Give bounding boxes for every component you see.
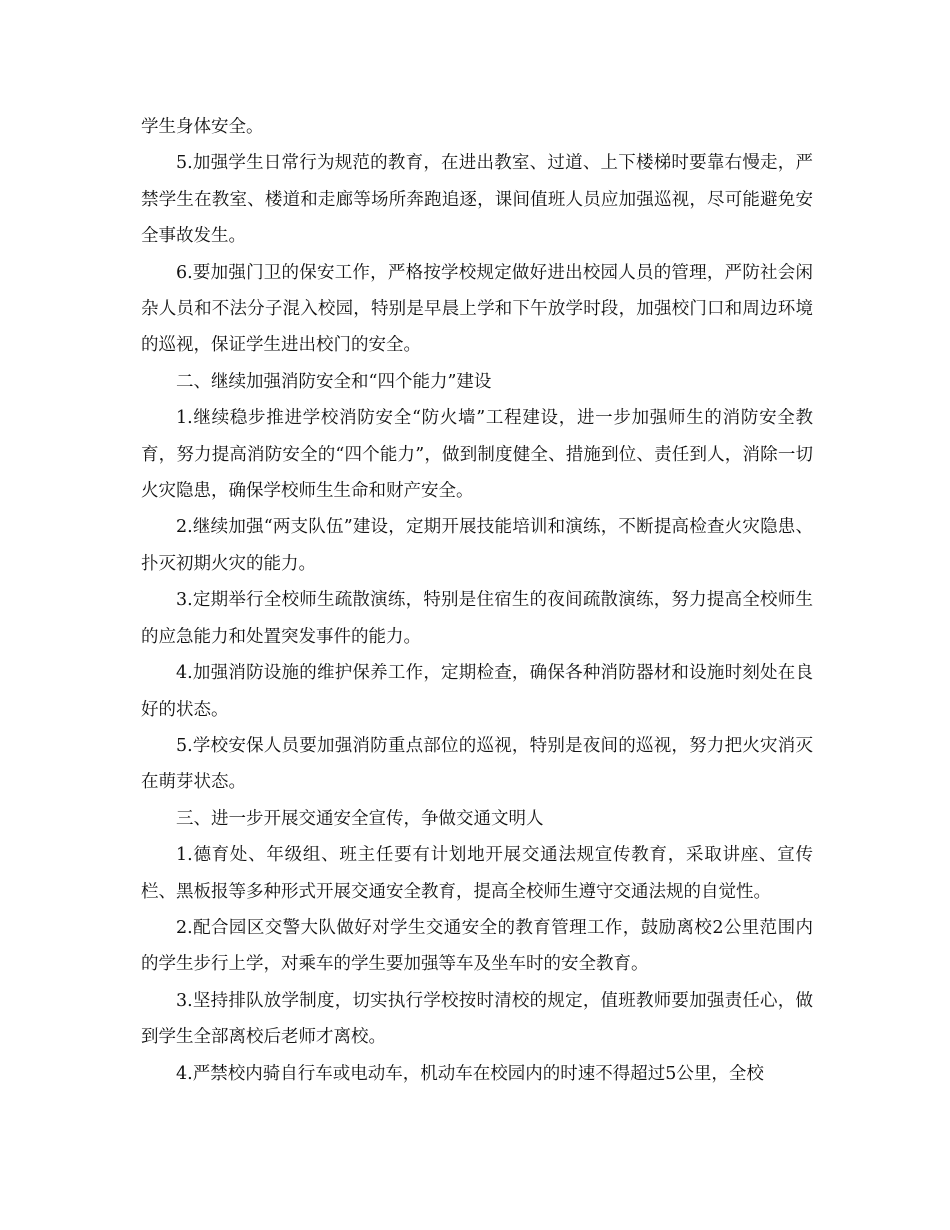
paragraph: 3.坚持排队放学制度，切实执行学校按时清校的规定，值班教师要加强责任心，做到学生全部离校后老师才离校。 bbox=[141, 990, 813, 1048]
paragraph: 1.德育处、年级组、班主任要有计划地开展交通法规宣传教育，采取讲座、宣传栏、黑板报等多种形式开展交通安全教育，提高全校师生遵守交通法规的自觉性。 bbox=[141, 845, 813, 902]
paragraph: 5.学校安保人员要加强消防重点部位的巡视，特别是夜间的巡视，努力把火灾消灭在萌芽状态。 bbox=[141, 735, 813, 793]
paragraph: 6.要加强门卫的保安工作，严格按学校规定做好进出校园人员的管理，严防社会闲杂人员和不法分子混入校园，特别是早晨上学和下午放学时段，加强校门口和周边环境的巡视，保证学生进出校门的安全。 bbox=[141, 262, 813, 356]
paragraph: 4.严禁校内骑自行车或电动车，机动车在校园内的时速不得超过5公里，全校 bbox=[176, 1063, 764, 1084]
paragraph: 4.加强消防设施的维护保养工作，定期检查，确保各种消防器材和设施时刻处在良好的状态。 bbox=[141, 663, 813, 720]
paragraph: 学生身体安全。 bbox=[141, 117, 264, 137]
paragraph: 2.继续加强“两支队伍”建设，定期开展技能培训和演练，不断提高检查火灾隐患、扑灭初期火灾的能力。 bbox=[141, 517, 813, 574]
document-body bbox=[141, 109, 813, 1092]
section-heading: 二、继续加强消防安全和“四个能力”建设 bbox=[176, 371, 492, 392]
section-heading: 三、进一步开展交通安全宣传，争做交通文明人 bbox=[176, 808, 544, 829]
paragraph: 2.配合园区交警大队做好对学生交通安全的教育管理工作，鼓励离校2公里范围内的学生步行上学，对乘车的学生要加强等车及坐车时的安全教育。 bbox=[141, 917, 813, 975]
paragraph: 3.定期举行全校师生疏散演练，特别是住宿生的夜间疏散演练，努力提高全校师生的应急能力和处置突发事件的能力。 bbox=[141, 590, 813, 647]
paragraph: 5.加强学生日常行为规范的教育，在进出教室、过道、上下楼梯时要靠右慢走，严禁学生在教室、楼道和走廊等场所奔跑追逐，课间值班人员应加强巡视，尽可能避免安全事故发生。 bbox=[141, 153, 813, 247]
paragraph: 1.继续稳步推进学校消防安全“防火墙”工程建设，进一步加强师生的消防安全教育，努力提高消防安全的“四个能力”，做到制度健全、措施到位、责任到人，消除一切火灾隐患，确保学校师生生命和财产安全。 bbox=[141, 408, 813, 502]
